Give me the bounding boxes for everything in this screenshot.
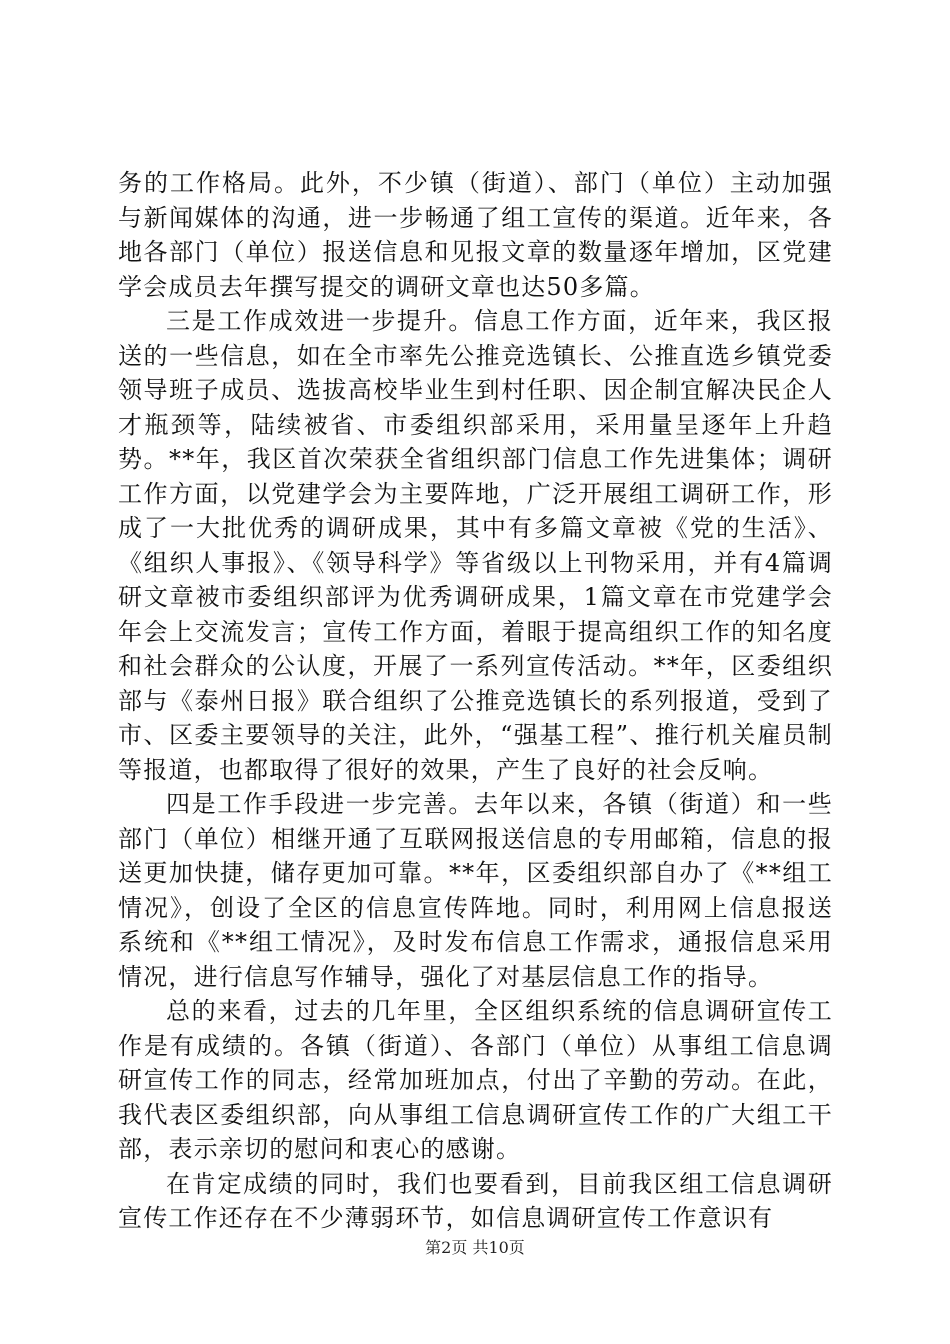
document-body bbox=[118, 166, 833, 1236]
paragraph-3: 四是工作手段进一步完善。去年以来，各镇（街道）和一些部门（单位）相继开通了互联网报送信息的专用邮箱，信息的报送更加快捷，储存更加可靠。**年，区委组织部自办了《**组工情况》，创设了全区的信息宣传阵地。同时，利用网上信息报送系统和《**组工情况》，及时发布信息工作需求，通报信息采用情况，进行信息写作辅导，强化了对基层信息工作的指导。 bbox=[118, 790, 833, 991]
paragraph-2: 三是工作成效进一步提升。信息工作方面，近年来，我区报送的一些信息，如在全市率先公推竞选镇长、公推直选乡镇党委领导班子成员、选拔高校毕业生到村任职、因企制宜解决民企人才瓶颈等，陆续被省、市委组织部采用，采用量呈逐年上升趋势。**年，我区首次荣获全省组织部门信息工作先进集体；调研工作方面，以党建学会为主要阵地，广泛开展组工调研工作，形成了一大批优秀的调研成果，其中有多篇文章被《党的生活》、《组织人事报》、《领导科学》等省级以上刊物采用，并有4篇调研文章被市委组织部评为优秀调研成果，1篇文章在市党建学会年会上交流发言；宣传工作方面，着眼于提高组织工作的知名度和社会群众的公认度，开展了一系列宣传活动。**年，区委组织部与《泰州日报》联合组织了公推竞选镇长的系列报道，受到了市、区委主要领导的关注，此外，“强基工程”、推行机关雇员制等报道，也都取得了很好的效果，产生了良好的社会反响。 bbox=[118, 307, 833, 784]
paragraph-4: 总的来看，过去的几年里，全区组织系统的信息调研宣传工作是有成绩的。各镇（街道）、各部门（单位）从事组工信息调研宣传工作的同志，经常加班加点，付出了辛勤的劳动。在此，我代表区委组织部，向从事组工信息调研宣传工作的广大组工干部，表示亲切的慰问和衷心的感谢。 bbox=[118, 997, 833, 1163]
paragraph-5: 在肯定成绩的同时，我们也要看到，目前我区组工信息调研宣传工作还存在不少薄弱环节，如信息调研宣传工作意识有 bbox=[118, 1169, 833, 1232]
page-number-footer: 第2页 共10页 bbox=[425, 1238, 525, 1257]
paragraph-1: 务的工作格局。此外，不少镇（街道）、部门（单位）主动加强与新闻媒体的沟通，进一步畅通了组工宣传的渠道。近年来，各地各部门（单位）报送信息和见报文章的数量逐年增加，区党建学会成员去年撰写提交的调研文章也达50多篇。 bbox=[118, 169, 833, 301]
